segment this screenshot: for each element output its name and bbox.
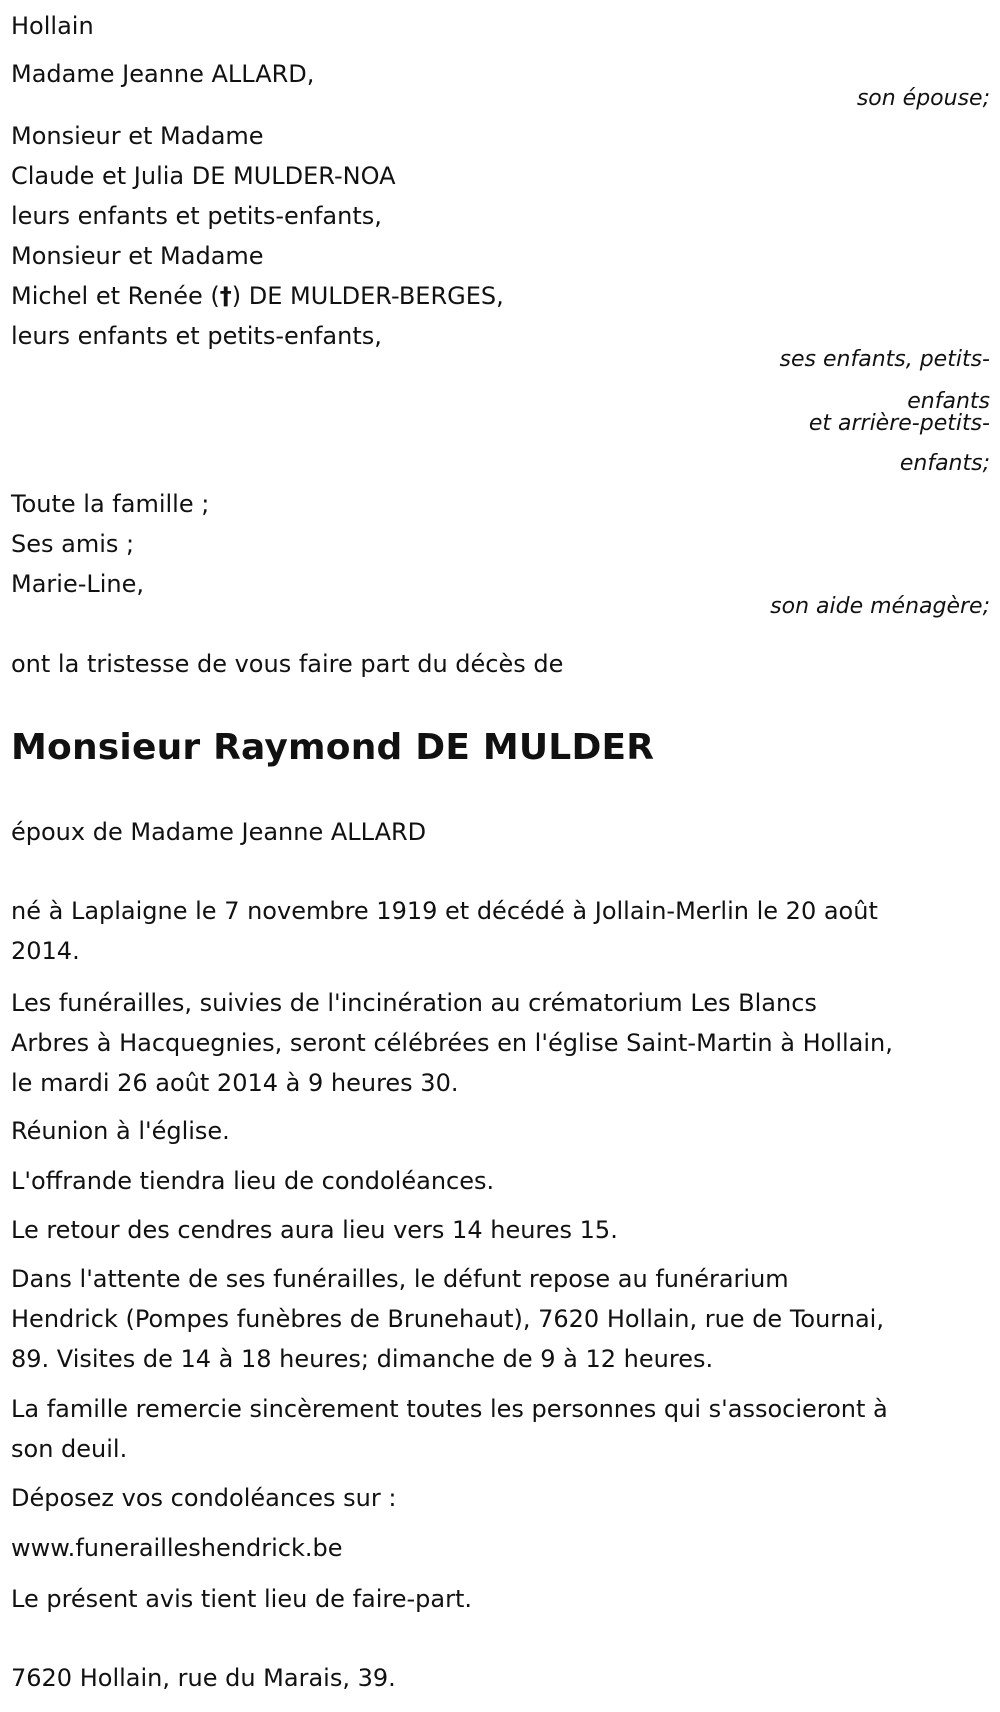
spouse-name: Madame Jeanne ALLARD,: [11, 60, 315, 88]
helper-role: son aide ménagère;: [770, 594, 990, 619]
paragraph-line: né à Laplaigne le 7 novembre 1919 et décédé à Jollain-Merlin le 20 août: [11, 897, 878, 925]
paragraph-line: Les funérailles, suivies de l'incinération au crématorium Les Blancs: [11, 989, 817, 1017]
paragraph-line: Réunion à l'église.: [11, 1117, 230, 1145]
children-line: Monsieur et Madame: [11, 122, 264, 150]
announcement: ont la tristesse de vous faire part du décès de: [11, 650, 564, 678]
children-line: leurs enfants et petits-enfants,: [11, 202, 382, 230]
paragraph-line: L'offrande tiendra lieu de condoléances.: [11, 1167, 495, 1195]
children-text: ) DE MULDER-BERGES,: [231, 282, 504, 310]
children-role-line: enfants: [907, 389, 990, 414]
spouse-of: époux de Madame Jeanne ALLARD: [11, 818, 427, 846]
paragraph-line: Le présent avis tient lieu de faire-part.: [11, 1585, 473, 1613]
children-line: leurs enfants et petits-enfants,: [11, 322, 382, 350]
others-line: Ses amis ;: [11, 530, 135, 558]
paragraph-line: 89. Visites de 14 à 18 heures; dimanche de 9 à 12 heures.: [11, 1345, 714, 1373]
spouse-role: son épouse;: [856, 86, 990, 111]
paragraph-line: Dans l'attente de ses funérailles, le défunt repose au funérarium: [11, 1265, 789, 1293]
website-link[interactable]: www.funerailleshendrick.be: [11, 1534, 343, 1562]
others-line: Marie-Line,: [11, 570, 145, 598]
children-role-line: enfants;: [899, 451, 990, 476]
paragraph-line: 2014.: [11, 937, 80, 965]
address: 7620 Hollain, rue du Marais, 39.: [11, 1664, 396, 1692]
paragraph-line: le mardi 26 août 2014 à 9 heures 30.: [11, 1069, 459, 1097]
deceased-name: Monsieur Raymond DE MULDER: [11, 727, 655, 768]
children-line: Claude et Julia DE MULDER-NOA: [11, 162, 396, 190]
children-line: Monsieur et Madame: [11, 242, 264, 270]
place: Hollain: [11, 12, 94, 40]
paragraph-line: son deuil.: [11, 1435, 128, 1463]
others-line: Toute la famille ;: [11, 490, 210, 518]
children-line: [11, 282, 504, 310]
children-text: Michel et Renée (: [11, 282, 220, 310]
paragraph-line: Hendrick (Pompes funèbres de Brunehaut), 7620 Hollain, rue de Tournai,: [11, 1305, 884, 1333]
paragraph-line: Déposez vos condoléances sur :: [11, 1484, 397, 1512]
paragraph-line: La famille remercie sincèrement toutes les personnes qui s'associeront à: [11, 1395, 888, 1423]
paragraph-line: Arbres à Hacquegnies, seront célébrées en l'église Saint-Martin à Hollain,: [11, 1029, 893, 1057]
dagger-icon: †: [219, 282, 232, 310]
children-role-line: ses enfants, petits-: [779, 347, 990, 372]
paragraph-line: Le retour des cendres aura lieu vers 14 heures 15.: [11, 1216, 618, 1244]
children-role-line: et arrière-petits-: [808, 411, 990, 436]
